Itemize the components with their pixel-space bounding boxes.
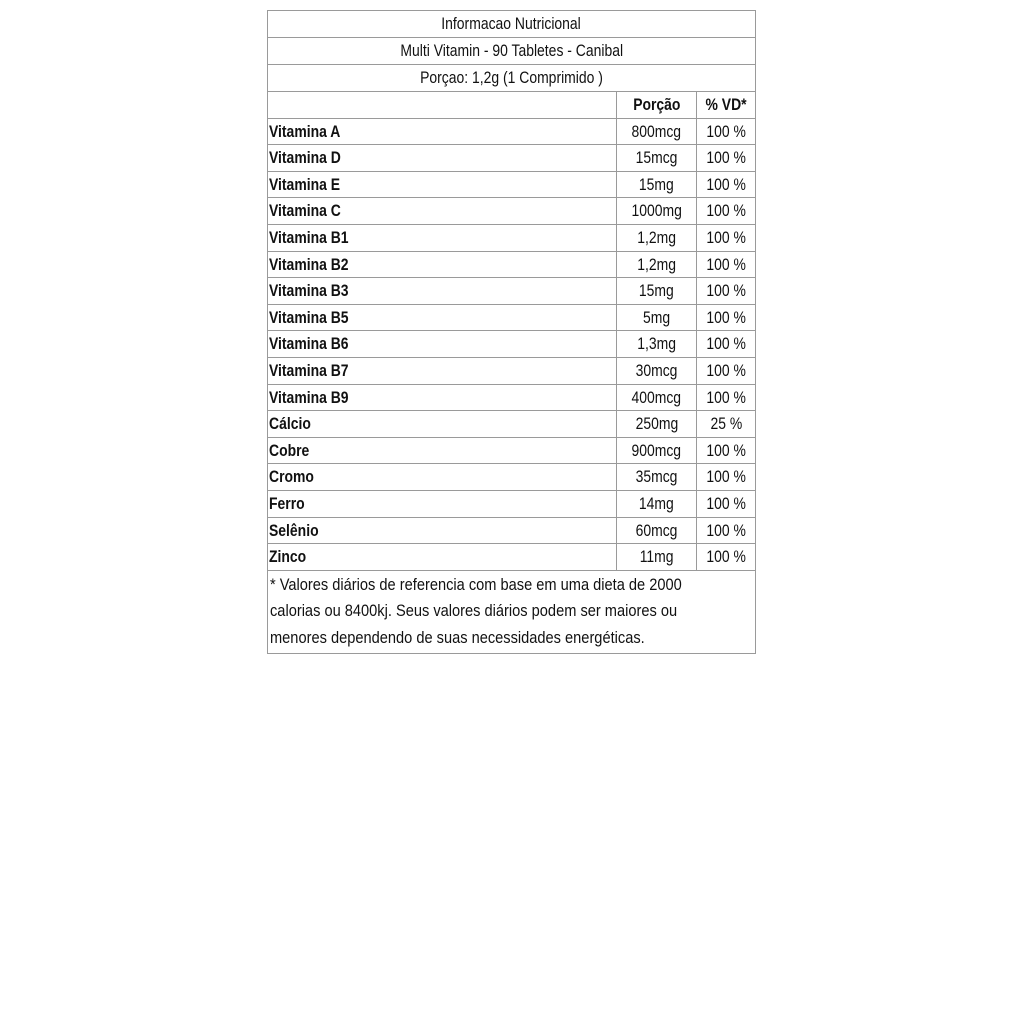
nutrient-amount-cell [617, 385, 697, 411]
table-row [268, 145, 755, 172]
nutrient-name: Vitamina B7 [269, 360, 349, 380]
nutrient-name-cell [268, 278, 617, 304]
nutrient-vd: 100 % [706, 520, 746, 540]
nutrient-vd: 100 % [706, 547, 746, 567]
nutrient-vd-cell [697, 225, 755, 251]
nutrient-name-cell [268, 305, 617, 331]
nutrient-amount: 5mg [642, 307, 671, 327]
column-header-row [268, 92, 755, 119]
nutrient-amount-cell [617, 358, 697, 384]
product-text: Multi Vitamin - 90 Tabletes - Canibal [400, 41, 623, 60]
nutrient-vd-cell [697, 119, 755, 145]
nutrient-amount-cell [617, 119, 697, 145]
table-row [268, 464, 755, 491]
nutrient-amount: 1,3mg [637, 334, 676, 354]
nutrient-name: Vitamina C [269, 201, 341, 221]
nutrient-amount: 1,2mg [637, 227, 676, 247]
nutrient-vd-cell [697, 331, 755, 357]
nutrient-name: Zinco [269, 547, 307, 567]
nutrient-vd: 100 % [706, 467, 746, 487]
nutrient-name: Selênio [269, 520, 319, 540]
nutrient-name-cell [268, 464, 617, 490]
table-row [268, 518, 755, 545]
nutrient-amount: 1,2mg [637, 254, 676, 274]
nutrient-vd: 100 % [706, 281, 746, 301]
nutrient-vd: 100 % [706, 201, 746, 221]
serving-text: Porçao: 1,2g (1 Comprimido ) [420, 68, 603, 87]
nutrient-vd-cell [697, 252, 755, 278]
header-vd-text: % VD* [705, 95, 747, 114]
nutrient-name-cell [268, 198, 617, 224]
nutrient-vd-cell [697, 385, 755, 411]
nutrient-name: Vitamina D [269, 148, 341, 168]
nutrient-vd: 100 % [706, 254, 746, 274]
nutrient-name-cell [268, 385, 617, 411]
table-row [268, 438, 755, 465]
nutrient-vd: 100 % [706, 387, 746, 407]
nutrient-vd-cell [697, 198, 755, 224]
table-row [268, 491, 755, 518]
nutrient-amount-cell [617, 225, 697, 251]
nutrient-vd: 100 % [706, 360, 746, 380]
nutrient-name: Vitamina B3 [269, 281, 349, 301]
header-portion-cell [617, 92, 697, 118]
nutrient-amount-cell [617, 544, 697, 570]
table-row [268, 278, 755, 305]
table-row [268, 252, 755, 279]
nutrient-amount-cell [617, 278, 697, 304]
nutrient-amount: 250mg [635, 414, 678, 434]
nutrient-amount: 35mcg [635, 467, 678, 487]
nutrient-name-cell [268, 225, 617, 251]
nutrient-amount-cell [617, 518, 697, 544]
nutrient-name-cell [268, 358, 617, 384]
table-row [268, 331, 755, 358]
header-vd-cell [697, 92, 755, 118]
serving-size [268, 65, 755, 92]
nutrient-vd: 100 % [706, 334, 746, 354]
nutrient-amount-cell [617, 438, 697, 464]
nutrient-amount: 11mg [639, 547, 674, 567]
nutrient-vd-cell [697, 411, 755, 437]
table-row [268, 172, 755, 199]
nutrient-name: Vitamina B2 [269, 254, 349, 274]
nutrient-name: Vitamina B1 [269, 227, 349, 247]
nutrient-vd: 100 % [706, 307, 746, 327]
nutrient-name-cell [268, 411, 617, 437]
nutrient-vd: 100 % [706, 121, 746, 141]
nutrition-facts-table [267, 10, 756, 654]
header-name-cell [268, 92, 617, 118]
nutrient-amount: 1000mg [631, 201, 682, 221]
nutrient-vd-cell [697, 278, 755, 304]
nutrient-vd: 100 % [706, 174, 746, 194]
nutrient-amount: 30mcg [635, 360, 678, 380]
nutrient-name-cell [268, 438, 617, 464]
nutrient-name: Cromo [269, 467, 314, 487]
nutrient-vd: 100 % [706, 148, 746, 168]
table-row [268, 119, 755, 146]
nutrient-name: Cobre [269, 440, 310, 460]
nutrient-amount-cell [617, 305, 697, 331]
table-row [268, 385, 755, 412]
nutrient-name: Cálcio [269, 414, 311, 434]
nutrient-name: Vitamina E [269, 174, 341, 194]
nutrient-amount-cell [617, 491, 697, 517]
nutrient-vd-cell [697, 145, 755, 171]
nutrient-name: Vitamina A [269, 121, 341, 141]
header-portion-text: Porção [632, 95, 681, 114]
nutrient-vd-cell [697, 544, 755, 570]
table-row [268, 358, 755, 385]
footnote-line-2: calorias ou 8400kj. Seus valores diários podem ser maiores ou [270, 601, 678, 621]
nutrient-name-cell [268, 145, 617, 171]
nutrient-vd-cell [697, 305, 755, 331]
table-row [268, 305, 755, 332]
nutrient-name: Vitamina B9 [269, 387, 349, 407]
nutrient-name-cell [268, 518, 617, 544]
nutrient-vd: 25 % [710, 414, 742, 434]
nutrient-vd-cell [697, 491, 755, 517]
nutrient-name: Ferro [269, 493, 305, 513]
nutrient-amount: 15mg [639, 281, 674, 301]
footnote-line-3: menores dependendo de suas necessidades energéticas. [270, 627, 645, 647]
nutrient-name-cell [268, 331, 617, 357]
nutrient-vd-cell [697, 358, 755, 384]
nutrient-vd-cell [697, 518, 755, 544]
nutrient-amount-cell [617, 331, 697, 357]
nutrient-vd-cell [697, 438, 755, 464]
nutrient-name-cell [268, 172, 617, 198]
product-name [268, 38, 755, 65]
nutrient-name: Vitamina B5 [269, 307, 349, 327]
nutrient-name-cell [268, 544, 617, 570]
table-title [268, 11, 755, 38]
nutrient-vd: 100 % [706, 227, 746, 247]
table-row [268, 225, 755, 252]
nutrient-name: Vitamina B6 [269, 334, 349, 354]
table-row [268, 544, 755, 571]
nutrient-name-cell [268, 119, 617, 145]
table-row [268, 411, 755, 438]
nutrient-amount: 800mcg [631, 121, 682, 141]
nutrient-vd: 100 % [706, 493, 746, 513]
nutrient-name-cell [268, 491, 617, 517]
nutrient-amount: 14mg [639, 493, 674, 513]
nutrient-amount: 60mcg [635, 520, 678, 540]
nutrient-amount-cell [617, 198, 697, 224]
nutrient-amount: 900mcg [631, 440, 682, 460]
footnote [268, 571, 755, 654]
nutrient-amount: 400mcg [631, 387, 682, 407]
nutrient-rows [268, 119, 755, 571]
nutrient-amount: 15mcg [635, 148, 678, 168]
nutrient-amount-cell [617, 145, 697, 171]
nutrient-vd: 100 % [706, 440, 746, 460]
nutrient-vd-cell [697, 172, 755, 198]
nutrient-vd-cell [697, 464, 755, 490]
nutrient-name-cell [268, 252, 617, 278]
nutrient-amount-cell [617, 252, 697, 278]
nutrient-amount: 15mg [639, 174, 674, 194]
title-text: Informacao Nutricional [441, 14, 582, 33]
table-row [268, 198, 755, 225]
nutrient-amount-cell [617, 172, 697, 198]
nutrient-amount-cell [617, 464, 697, 490]
nutrient-amount-cell [617, 411, 697, 437]
footnote-line-1: * Valores diários de referencia com base em uma dieta de 2000 [270, 574, 682, 594]
